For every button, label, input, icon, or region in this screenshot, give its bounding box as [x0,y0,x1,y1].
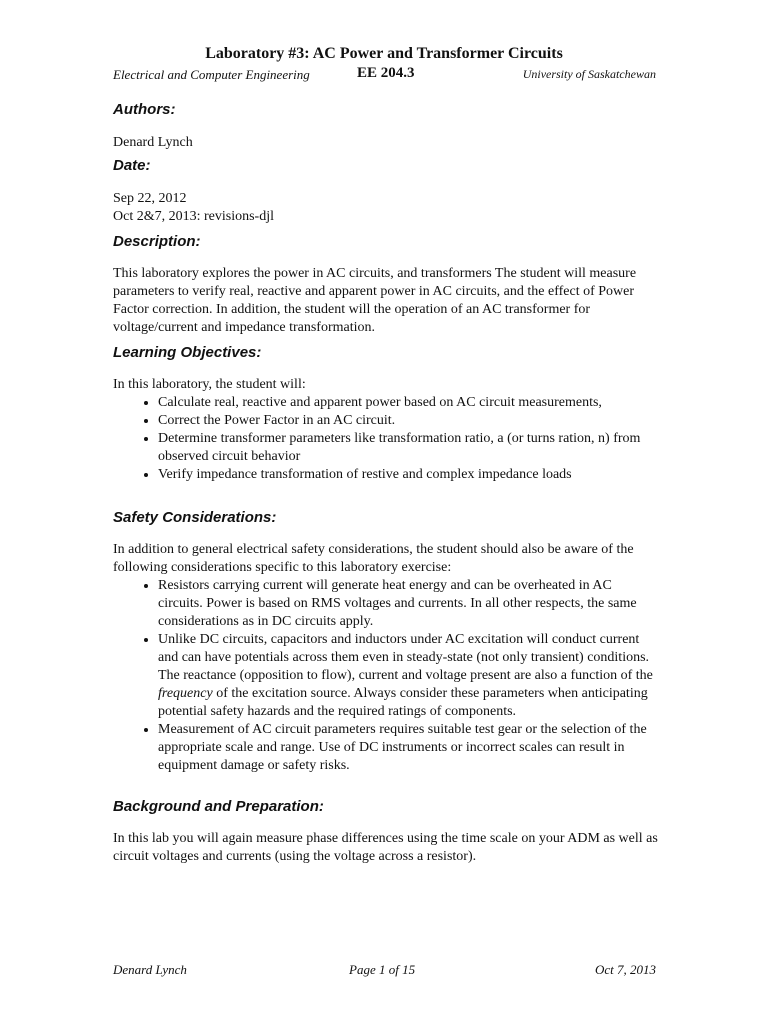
list-item: • Verify impedance transformation of restive and complex impedance loads [158,466,658,484]
author-name: Denard Lynch [113,135,193,150]
list-item: • Measurement of AC circuit parameters requires suitable test gear or the selection of the appropriate scale and range. Use of DC instruments or incorrect scales can result in equipment damage or safety risks. [158,721,658,775]
safety-item-2-end: of the excitation source. Always consider these parameters when anticipating potential safety hazards and the required ratings of components. [158,686,648,719]
description-text: This laboratory explores the power in AC circuits, and transformers The student will measure parameters to verify real, reactive and apparent power in AC circuits, and the effect of Power Factor correction. In addition, the student will the operation of an AC transformer for voltage/current and impedance transformation. [113,266,637,335]
date-heading: Date: [113,157,151,174]
objectives-list [113,394,658,484]
background-text: In this lab you will again measure phase differences using the time scale on your ADM as well as circuit voltages and currents (using the voltage across a resistor). [113,831,658,864]
list-item: • Resistors carrying current will generate heat energy and can be overheated in AC circuits. Power is based on RMS voltages and currents. In all other respects, the same considerations as in DC circuits apply. [158,577,658,631]
footer-page-number: Page 1 of 15 [349,962,416,977]
objectives-intro: In this laboratory, the student will: [113,377,306,392]
safety-list [113,577,658,775]
date-line-1: Sep 22, 2012 [113,191,187,206]
list-item: • Calculate real, reactive and apparent power based on AC circuit measurements, [158,394,658,412]
authors-heading: Authors: [113,101,176,118]
list-item: • Determine transformer parameters like transformation ratio, a (or turns ration, n) from observed circuit behavior [158,430,658,466]
background-heading: Background and Preparation: [113,798,324,815]
list-item [158,631,658,721]
lab-title: Laboratory #3: AC Power and Transformer Circuits [205,45,563,62]
description-heading: Description: [113,233,201,250]
department-label: Electrical and Computer Engineering [113,67,310,82]
course-code: EE 204.3 [357,65,415,81]
date-line-2: Oct 2&7, 2013: revisions-djl [113,209,274,224]
document-body [113,100,658,866]
footer-author: Denard Lynch [113,962,187,977]
objectives-heading: Learning Objectives: [113,344,262,361]
safety-heading: Safety Considerations: [113,509,277,526]
footer-date: Oct 7, 2013 [594,962,656,977]
safety-intro: In addition to general electrical safety considerations, the student should also be aware of the following considerations specific to this laboratory exercise: [113,542,634,575]
safety-item-2-start: Unlike DC circuits, capacitors and inductors under AC excitation will conduct current and can have potentials across them even in steady-state (not only transient) conditions. The reactance (opposition to flow), current and voltage present are also a function of the [158,632,653,683]
university-label: University of Saskatchewan [522,67,656,81]
list-item: • Correct the Power Factor in an AC circuit. [158,412,658,430]
emphasis-frequency: frequency [158,686,213,701]
